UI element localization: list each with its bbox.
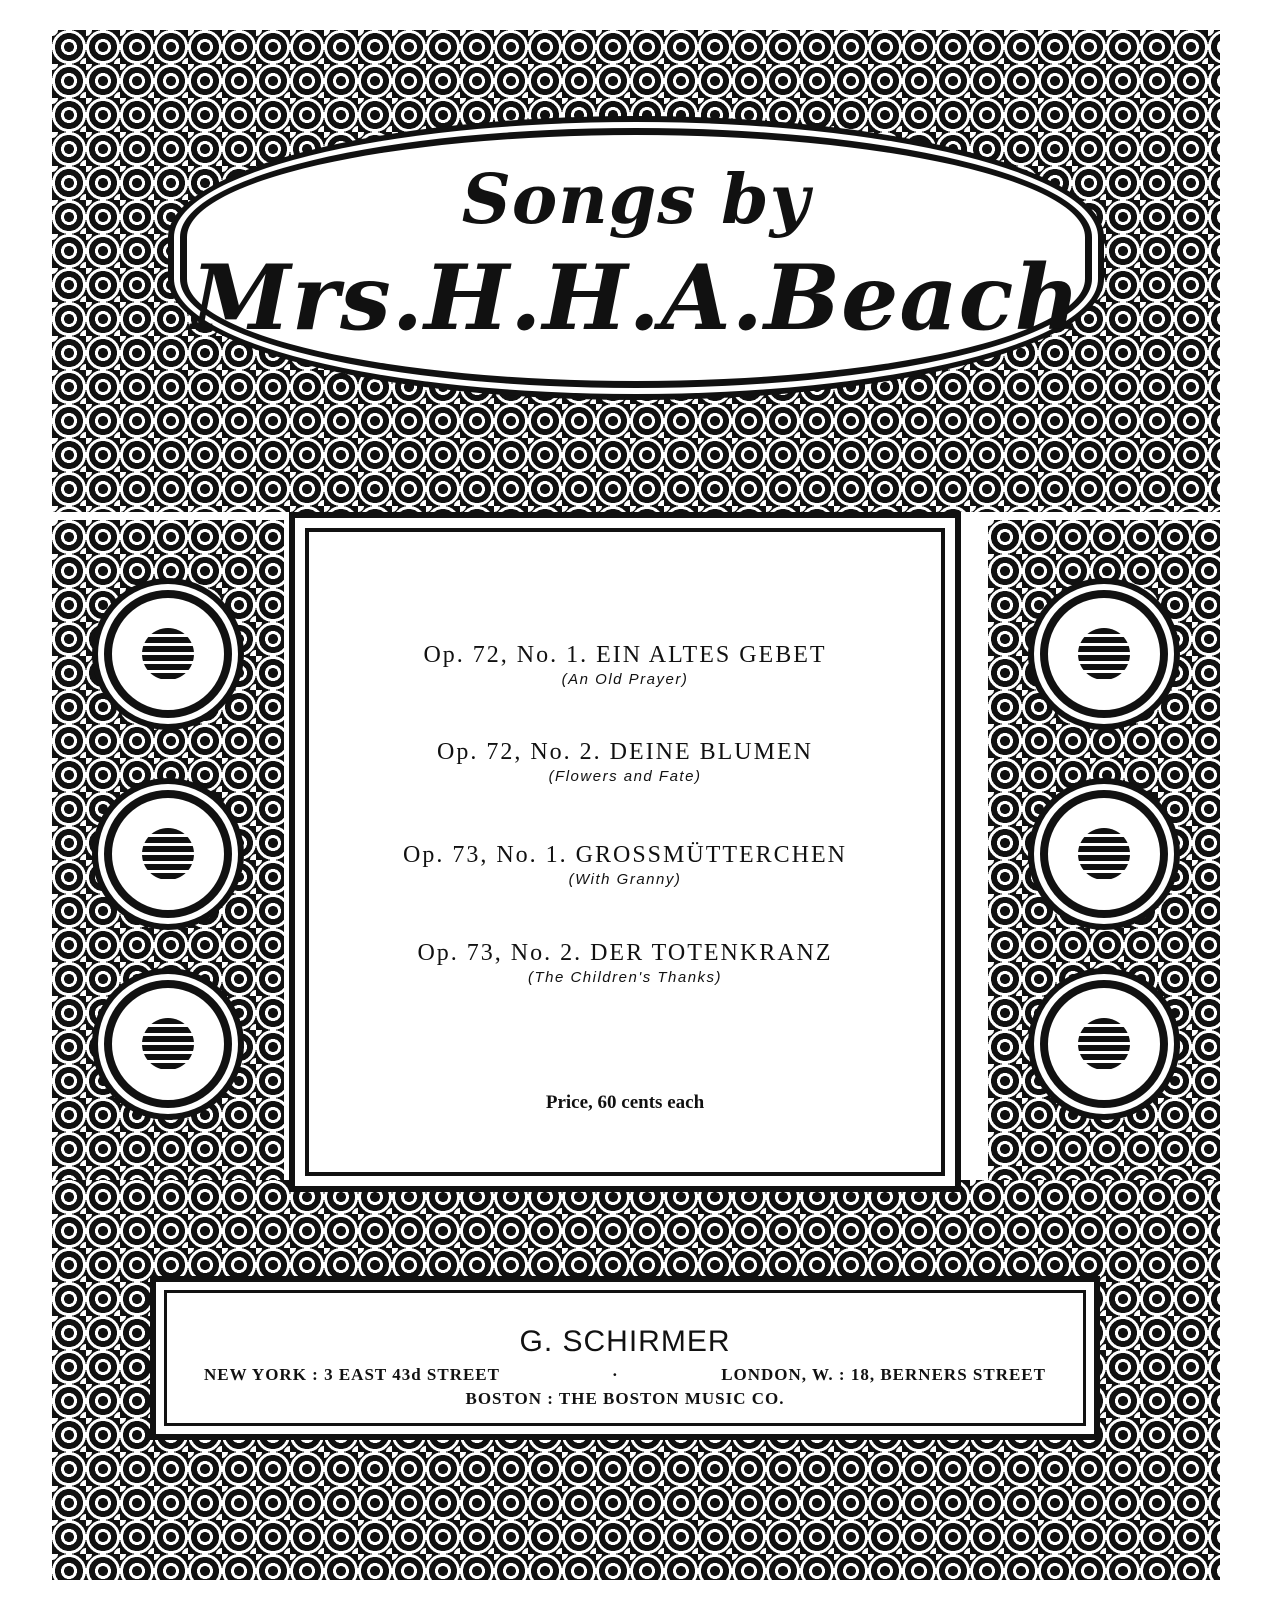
publisher-new-york-address: NEW YORK : 3 EAST 43d STREET xyxy=(204,1365,500,1384)
address-separator: · xyxy=(612,1365,618,1384)
song-subtitle: (An Old Prayer) xyxy=(561,671,689,688)
publisher-london-address: LONDON, W. : 18, BERNERS STREET xyxy=(721,1365,1046,1384)
song-title: Op. 73, No. 2. DER TOTENKRANZ xyxy=(417,940,833,966)
song-title: Op. 72, No. 1. EIN ALTES GEBET xyxy=(423,642,827,668)
song-list-panel xyxy=(289,512,961,1192)
sun-icon xyxy=(142,828,194,880)
title-cartouche xyxy=(180,128,1092,388)
sun-icon xyxy=(142,1018,194,1070)
medallion-left-3 xyxy=(104,980,232,1108)
song-subtitle: (Flowers and Fate) xyxy=(548,768,702,785)
song-title: Op. 72, No. 2. DEINE BLUMEN xyxy=(437,739,813,765)
sun-icon xyxy=(1078,1018,1130,1070)
song-list-frame xyxy=(305,528,945,1176)
song-entry-1 xyxy=(309,642,941,688)
medallion-right-2 xyxy=(1040,790,1168,918)
publisher-frame xyxy=(164,1290,1086,1426)
song-entry-4 xyxy=(309,940,941,986)
medallion-left-2 xyxy=(104,790,232,918)
medallion-right-3 xyxy=(1040,980,1168,1108)
sun-icon xyxy=(1078,828,1130,880)
title-songs-by: Songs by xyxy=(461,160,811,240)
song-subtitle: (With Granny) xyxy=(568,871,682,888)
publisher-panel xyxy=(150,1276,1100,1440)
price-text: Price, 60 cents each xyxy=(545,1092,705,1113)
medallion-right-1 xyxy=(1040,590,1168,718)
song-entry-3 xyxy=(309,842,941,888)
publisher-name: G. SCHIRMER xyxy=(519,1325,731,1358)
song-entry-2 xyxy=(309,739,941,785)
sun-icon xyxy=(142,628,194,680)
sun-icon xyxy=(1078,628,1130,680)
medallion-left-1 xyxy=(104,590,232,718)
title-composer: Mrs.H.H.A.Beach xyxy=(191,245,1081,351)
song-subtitle: (The Children's Thanks) xyxy=(527,969,723,986)
song-title: Op. 73, No. 1. GROSSMÜTTERCHEN xyxy=(402,842,848,868)
publisher-boston-address: BOSTON : THE BOSTON MUSIC CO. xyxy=(465,1389,785,1408)
